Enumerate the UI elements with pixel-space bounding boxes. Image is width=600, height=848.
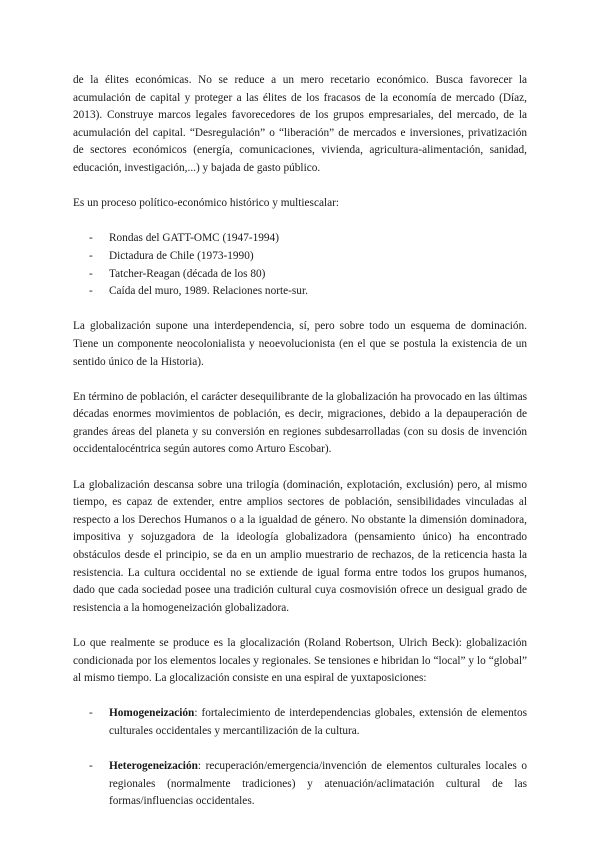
- list-item: [73, 230, 527, 248]
- list-item: [73, 705, 527, 740]
- list-item-term: Heterogeneización: [109, 760, 198, 773]
- list-item-text: Caída del muro, 1989. Relaciones norte-sur.: [109, 285, 308, 298]
- list-item-text: Rondas del GATT-OMC (1947-1994): [109, 232, 279, 245]
- paragraph-process-intro: Es un proceso político-económico histórico y multiescalar:: [73, 197, 340, 210]
- paragraph-trilogy: La globalización descansa sobre una trilogía (dominación, explotación, exclusión) pero, al mismo tiempo, es capaz de extender, entre amplios sectores de población, sensibilidades vinculadas al respecto a los Derechos Humanos o a la igualdad de género. No obstante la dimensión dominadora, impositiva y sojuzgadora de la ideología globalizadora (pensamiento único) ha encontrado obstáculos desde el principio, se da en un amplio muestrario de rechazos, de la reticencia hasta la resistencia. La cultura occidental no se extiende de igual forma entre todos los grupos humanos, dado que cada sociedad posee una tradición cultural cuya cosmovisión ofrece un desigual grado de resistencia a la homogeneización globalizadora.: [73, 478, 527, 614]
- dash-bullet: -: [89, 232, 93, 245]
- glocalization-list: [73, 705, 527, 811]
- paragraph-glocalization: Lo que realmente se produce es la glocalización (Roland Robertson, Ulrich Beck): globalización condicionada por los elementos locales y regionales. Se tensiones e hibridan lo “local” y lo “global” al mismo tiempo. La glocalización consiste en una espiral de yuxtaposiciones:: [73, 637, 527, 685]
- dash-bullet: -: [89, 249, 93, 262]
- list-item-text: Tatcher-Reagan (década de los 80): [109, 267, 266, 280]
- list-item: [73, 248, 527, 266]
- dash-bullet: -: [89, 267, 93, 280]
- timeline-list: [73, 230, 527, 300]
- list-item-text: : recuperación/emergencia/invención de elementos culturales locales o regionales (normalmente tradiciones) y atenuación/aclimatación cultural de las formas/influencias occidentales.: [109, 760, 527, 808]
- paragraph-neoliberal-intro: de la élites económicas. No se reduce a un mero recetario económico. Busca favorecer la acumulación de capital y proteger a las élites de los fracasos de la economía de mercado (Díaz, 2013). Construye marcos legales favorecedores de los grupos empresariales, del mercado, de la acumulación del capital. “Desregulación” o “liberación” de mercados e inversiones, privatización de sectores económicos (energía, comunicaciones, vivienda, agricultura-alimentación, sanidad, educación, investigación,...) y bajada de gasto público.: [73, 74, 527, 174]
- list-item: [73, 266, 527, 284]
- list-item: [73, 758, 527, 811]
- list-item-text: : fortalecimiento de interdependencias globales, extensión de elementos culturales occidentales y mercantilización de la cultura.: [109, 707, 527, 737]
- list-item-text: Dictadura de Chile (1973-1990): [109, 249, 254, 262]
- paragraph-interdependence: La globalización supone una interdependencia, sí, pero sobre todo un esquema de dominación. Tiene un componente neocolonialista y neoevolucionista (en el que se postula la existencia de un sentido único de la Historia).: [73, 320, 527, 368]
- dash-bullet: -: [89, 760, 93, 773]
- list-item: [73, 283, 527, 301]
- list-item-term: Homogeneización: [109, 707, 195, 720]
- dash-bullet: -: [89, 285, 93, 298]
- dash-bullet: -: [89, 707, 93, 720]
- paragraph-population: En término de población, el carácter desequilibrante de la globalización ha provocado en las últimas décadas enormes movimientos de población, es decir, migraciones, debido a la depauperación de grandes áreas del planeta y su conversión en regiones subdesarrolladas (con su dosis de invención occidentalocéntrica según autores como Arturo Escobar).: [73, 390, 527, 456]
